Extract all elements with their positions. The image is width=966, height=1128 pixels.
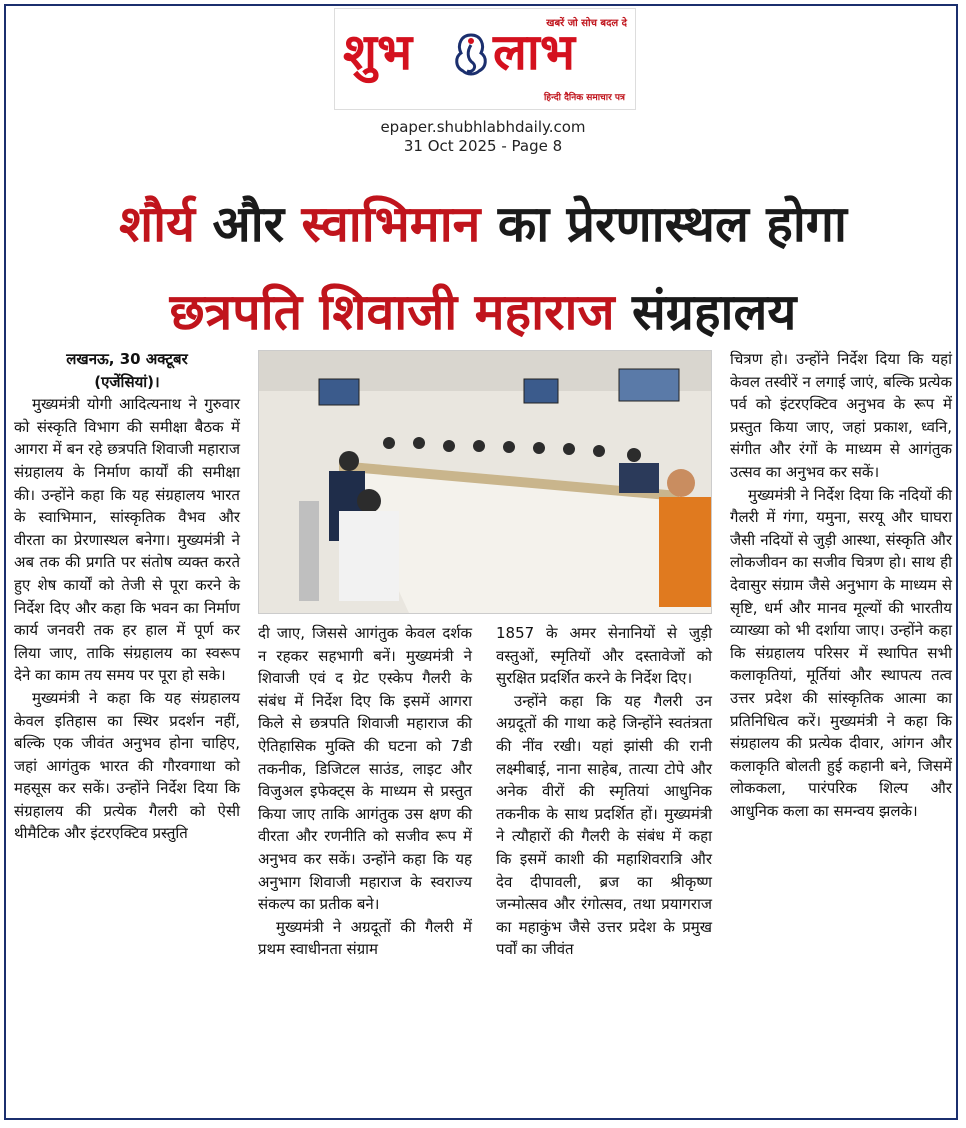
headline-line-2: छत्रपति शिवाजी महाराज संग्रहालय — [169, 283, 797, 341]
headline-line-1: शौर्य और स्वाभिमान का प्रेरणास्थल होगा — [119, 195, 847, 253]
dateline: लखनऊ, 30 अक्टूबर — [66, 350, 188, 368]
paragraph: मुख्यमंत्री ने अग्रदूतों की गैलरी में प्रथम स्वाधीनता संग्राम — [258, 917, 472, 959]
paragraph: मुख्यमंत्री ने निर्देश दिया कि नदियों की गैलरी में गंगा, यमुना, सरयू और घाघरा जैसी नदियों से जुड़ी आस्था, संस्कृति और लोकजीवन का सजीव चित्रण हो। साथ ही देवासुर संग्राम जैसे अनुभाग के माध्यम से सृष्टि, धर्म और मानव मूल्यों की भारतीय व्याख्या को भी दर्शाया जाए। उन्होंने कहा कि संग्रहालय परिसर में स्थापित सभी कलाकृतियां, मूर्तियां और स्थापत्य तत्व उत्तर प्रदेश की सांस्कृतिक आत्मा का प्रतिनिधित्व करें। मुख्यमंत्री ने कहा कि संग्रहालय की प्रत्येक दीवार, आंगन और कलाकृति बोलती हुई कहानी बने, जिसमें लोककला, पारंपरिक शिल्प और आधुनिक कला का समन्वय झलके। — [730, 485, 952, 820]
article-column-1 — [14, 348, 240, 845]
paragraph: मुख्यमंत्री ने कहा कि यह संग्रहालय केवल इतिहास का स्थिर प्रदर्शन नहीं, बल्कि एक जीवंत अनुभव होना चाहिए, जहां आगंतुक भारत की गौरवगाथा को महसूस कर सकें। उन्होंने निर्देश दिया कि संग्रहालय की प्रत्येक गैलरी को ऐसी थीमैटिक और इंटरएक्टिव प्रस्तुति — [14, 688, 240, 843]
logo-word-labh: लाभ — [493, 22, 575, 81]
masthead-tagline: खबरें जो सोच बदल दे — [546, 18, 627, 29]
article-column-2 — [258, 622, 472, 961]
edition-date-page: 31 Oct 2025 - Page 8 — [403, 137, 563, 155]
article-column-4 — [730, 348, 952, 822]
epaper-url[interactable]: epaper.shubhlabhdaily.com — [380, 118, 586, 136]
masthead-subtagline: हिन्दी दैनिक समाचार पत्र — [543, 93, 625, 103]
paragraph: 1857 के अमर सेनानियों से जुड़ी वस्तुओं, स्मृतियों और दस्तावेजों को सुरक्षित प्रदर्शित करने के निर्देश दिए। — [496, 624, 712, 688]
paragraph: मुख्यमंत्री योगी आदित्यनाथ ने गुरुवार को संस्कृति विभाग की समीक्षा बैठक में आगरा में बन रहे छत्रपति शिवाजी महाराज संग्रहालय के निर्माण कार्यों की समीक्षा की। उन्होंने कहा कि यह संग्रहालय भारत के स्वाभिमान, सांस्कृतिक वैभव और वीरता का प्रेरणास्थल बनेगा। मुख्यमंत्री ने अब तक की प्रगति पर संतोष व्यक्त करते हुए शेष कार्यों को तेजी से पूरा करने के निर्देश दिए और कहा कि भवन का निर्माण कार्य जनवरी तक हर हाल में पूर्ण कर लिया जाए, ताकि संग्रहालय का स्वरूप देने का काम तय समय पर पूरा हो सके। — [14, 395, 240, 685]
masthead-logo[interactable] — [334, 8, 636, 110]
article-column-3 — [496, 622, 712, 961]
meeting-photo — [258, 350, 712, 614]
paragraph: उन्होंने कहा कि यह गैलरी उन अग्रदूतों की गाथा कहे जिन्होंने स्वतंत्रता की नींव रखी। यहां झांसी की रानी लक्ष्मीबाई, नाना साहेब, तात्या टोपे और अनेक वीरों की स्मृतियां आधुनिक तकनीक के साथ प्रदर्शित हों। मुख्यमंत्री ने त्यौहारों की गैलरी के संबंध में कहा कि इसमें काशी की महाशिवरात्रि और देव दीपावली, ब्रज का श्रीकृष्ण जन्मोत्सव और रंगोत्सव, तथा प्रयागराज का महाकुंभ जैसे उत्तर प्रदेश के प्रमुख पर्वों का जीवंत — [496, 691, 712, 959]
agency-credit: (एजेंसियां)। — [94, 372, 160, 391]
paragraph: चित्रण हो। उन्होंने निर्देश दिया कि यहां केवल तस्वीरें न लगाई जाएं, बल्कि प्रत्येक पर्व को इंटरएक्टिव अनुभव के रूप में प्रस्तुत किया जाए, जहां प्रकाश, ध्वनि, संगीत और रंगों के माध्यम से आगंतुक उत्सव का अनुभव कर सकें। — [730, 350, 952, 481]
paragraph: दी जाए, जिससे आगंतुक केवल दर्शक न रहकर सहभागी बनें। मुख्यमंत्री ने शिवाजी एवं द ग्रेट एस्केप गैलरी के संबंध में निर्देश दिए कि इसमें आगरा किले से छत्रपति शिवाजी महाराज की ऐतिहासिक मुक्ति की घटना को 7डी तकनीक, डिजिटल साउंड, लाइट और विजुअल इफेक्ट्स के माध्यम से प्रस्तुत किया जाए ताकि आगंतुक उस क्षण की वीरता और रणनीति को सजीव रूप में अनुभव कर सकें। उन्होंने कहा कि यह अनुभाग शिवाजी महाराज के स्वराज्य संकल्प का प्रतीक बने। — [258, 624, 472, 914]
logo-word-shubh: शुभ — [343, 22, 413, 81]
ganesh-icon — [451, 31, 491, 79]
